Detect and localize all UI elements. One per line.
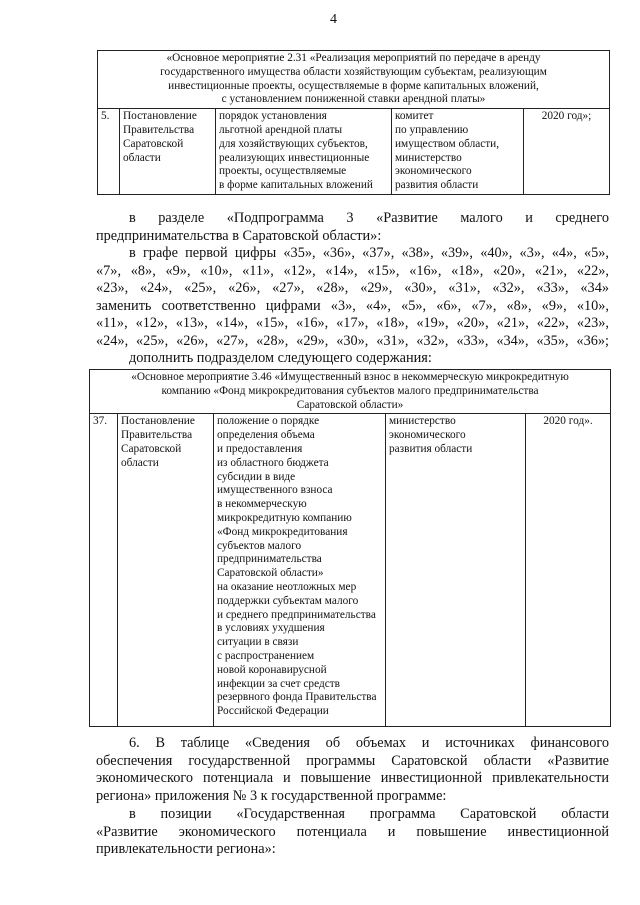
table-row [98, 109, 610, 195]
deadline: 2020 год»; [524, 109, 610, 195]
cell-line: экономического [389, 429, 466, 442]
document-subject [214, 414, 386, 727]
text-line: «23», «24», «25», «26», «27», «28», «29», «30», «31», «32», «33», «34» [96, 280, 609, 297]
cell-line: на оказание неотложных мер [217, 580, 357, 593]
cell-line: Правительства [121, 429, 193, 442]
text-line: в разделе «Подпрограмма 3 «Развитие малого и среднего [129, 210, 609, 226]
cell-line: порядок установления [219, 110, 327, 123]
table-header [98, 51, 610, 109]
cell-line: развития области [389, 442, 473, 455]
table-measure-2-31 [97, 50, 610, 195]
cell-line: по управлению [395, 123, 469, 136]
table-header [90, 370, 611, 414]
cell-line: новой коронавирусной [217, 663, 327, 676]
cell-line: предпринимательства [217, 553, 322, 566]
text-line: дополнить подразделом следующего содержания: [129, 350, 432, 366]
header-line: Саратовской области» [296, 398, 404, 411]
cell-line: Постановление [121, 415, 195, 428]
cell-line: Саратовской [123, 137, 184, 150]
cell-line: льготной арендной платы [219, 123, 343, 136]
cell-line: министерство [389, 415, 456, 428]
row-number: 5. [98, 109, 120, 195]
cell-line: субъектов малого [217, 539, 302, 552]
paragraph-replace-numbers [96, 245, 609, 351]
executor [392, 109, 524, 195]
text-line: привлекательности региона»: [96, 841, 276, 858]
cell-line: имущественного взноса [217, 484, 333, 497]
header-line: «Основное мероприятие 2.31 «Реализация мероприятий по передаче в аренду [166, 52, 541, 64]
cell-line: министерство [395, 151, 462, 164]
cell-line: из областного бюджета [217, 456, 329, 469]
cell-line: положение о порядке [217, 415, 320, 428]
text-line: заменить соответственно цифрами «3», «4», «5», «6», «7», «8», «9», «10», [96, 297, 609, 314]
cell-line: инфекции за счет средств [217, 677, 340, 690]
paragraph-section-6 [96, 735, 609, 805]
cell-line: Саратовской области» [217, 567, 324, 580]
cell-line: развития области [395, 179, 479, 192]
text-line: 6. В таблице «Сведения об объемах и источниках финансового [129, 735, 609, 751]
text-line: «24», «25», «26», «27», «28», «29», «30», «31», «32», «33», «34», «35», «36»; [96, 332, 609, 349]
cell-line: области [121, 456, 159, 469]
cell-line: субсидии в виде [217, 470, 296, 483]
cell-line: в некоммерческую [217, 498, 307, 511]
executor [386, 414, 526, 727]
cell-line: ситуации в связи [217, 636, 299, 649]
cell-line: и среднего предпринимательства [217, 608, 376, 621]
table-row [90, 414, 611, 727]
cell-line: с распространением [217, 649, 315, 662]
deadline: 2020 год». [526, 414, 611, 727]
table-measure-3-46 [89, 369, 611, 727]
cell-line: в форме капитальных вложений [219, 179, 373, 192]
text-line: в графе первой цифры «35», «36», «37», «38», «39», «40», «3», «4», «5», [129, 245, 609, 261]
cell-line: проекты, осуществляемые [219, 165, 347, 178]
cell-line: «Фонд микрокредитования [217, 525, 348, 538]
paragraph-add-subsection [96, 350, 609, 368]
header-line: «Основное мероприятие 3.46 «Имущественный взнос в некоммерческую микрокредитную [131, 371, 569, 383]
text-line: региона» приложения № 3 к государственной программе: [96, 787, 447, 804]
document-type [118, 414, 214, 727]
header-line: государственного имущества области хозяйствующим субъектам, реализующим [160, 65, 547, 78]
cell-line: для хозяйствующих субъектов, [219, 137, 368, 150]
header-line: компанию «Фонд микрокредитования субъектов малого предпринимательства [161, 384, 539, 397]
text-line: «Развитие экономического потенциала и повышение инвестиционной [96, 823, 609, 840]
page-number: 4 [330, 12, 337, 27]
cell-line: микрокредитную компанию [217, 511, 352, 524]
header-line: с установлением пониженной ставки арендной платы» [221, 93, 486, 106]
header-line: инвестиционные проекты, осуществляемые в форме капитальных вложений, [168, 79, 539, 92]
cell-line: реализующих инвестиционные [219, 151, 370, 164]
text-line: экономического потенциала и повышение инвестиционной привлекательности [96, 770, 609, 787]
document-type [120, 109, 216, 195]
document-subject [216, 109, 392, 195]
cell-line: области [123, 151, 161, 164]
cell-line: определения объема [217, 429, 315, 442]
cell-line: комитет [395, 110, 434, 123]
cell-line: Российской Федерации [217, 705, 329, 718]
text-line: «11», «12», «13», «14», «15», «16», «17», «18», «19», «20», «21», «22», «23», [96, 315, 609, 332]
paragraph-position [96, 806, 609, 859]
row-number: 37. [90, 414, 118, 727]
text-line: обеспечения государственной программы Саратовской области «Развитие [96, 752, 609, 769]
cell-line: экономического [395, 165, 472, 178]
cell-line: поддержки субъектам малого [217, 594, 359, 607]
cell-line: и предоставления [217, 442, 303, 455]
text-line: «7», «8», «9», «10», «11», «12», «14», «15», «16», «18», «20», «21», «22», [96, 262, 609, 279]
cell-line: в условиях ухудшения [217, 622, 325, 635]
cell-line: Правительства [123, 123, 195, 136]
paragraph-section-3 [96, 210, 609, 245]
cell-line: Постановление [123, 110, 197, 123]
cell-line: резервного фонда Правительства [217, 691, 377, 704]
text-line: предпринимательства в Саратовской области»: [96, 227, 382, 244]
text-line: в позиции «Государственная программа Саратовской области [129, 806, 609, 822]
cell-line: имуществом области, [395, 137, 500, 150]
cell-line: Саратовской [121, 442, 182, 455]
